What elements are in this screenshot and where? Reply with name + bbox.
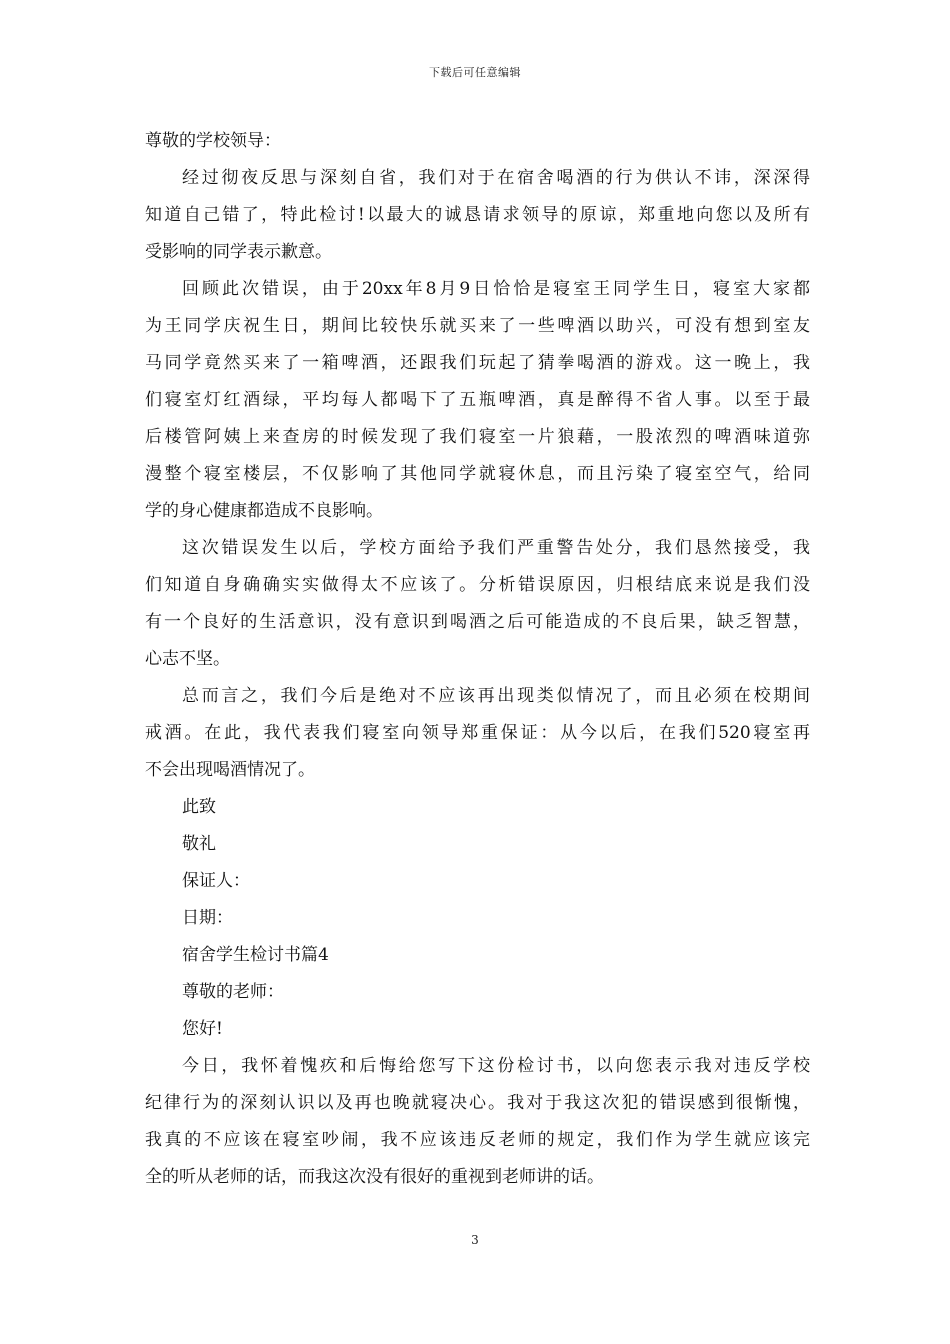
page-number: 3 bbox=[471, 1233, 479, 1247]
paragraph-line: 不会出现喝酒情况了。 bbox=[145, 760, 315, 780]
paragraph-line: 马同学竟然买来了一箱啤酒，还跟我们玩起了猜拳喝酒的游戏。这一晚上，我 bbox=[145, 353, 810, 373]
paragraph-line: 这次错误发生以后，学校方面给予我们严重警告处分，我们恳然接受，我 bbox=[182, 538, 810, 558]
paragraph-line: 回顾此次错误，由于20xx年8月9日恰恰是寝室王同学生日，寝室大家都 bbox=[182, 279, 810, 299]
paragraph-line: 受影响的同学表示歉意。 bbox=[145, 242, 332, 262]
salutation-school-leaders: 尊敬的学校领导： bbox=[145, 131, 281, 151]
paragraph-line: 后楼管阿姨上来查房的时候发现了我们寝室一片狼藉，一股浓烈的啤酒味道弥 bbox=[145, 427, 810, 447]
paragraph-line: 们寝室灯红酒绿，平均每人都喝下了五瓶啤酒，真是醉得不省人事。以至于最 bbox=[145, 390, 810, 410]
section-title: 宿舍学生检讨书篇4 bbox=[182, 945, 329, 965]
guarantor-label: 保证人： bbox=[182, 871, 250, 891]
paragraph-line: 我真的不应该在寝室吵闹，我不应该违反老师的规定，我们作为学生就应该完 bbox=[145, 1130, 810, 1150]
greeting-line: 您好! bbox=[182, 1019, 223, 1039]
closing-line: 敬礼 bbox=[182, 834, 216, 854]
closing-line: 此致 bbox=[182, 797, 216, 817]
paragraph-line: 今日，我怀着愧疚和后悔给您写下这份检讨书，以向您表示我对违反学校 bbox=[182, 1056, 810, 1076]
paragraph-line: 心志不坚。 bbox=[145, 649, 230, 669]
paragraph-line: 全的听从老师的话，而我这次没有很好的重视到老师讲的话。 bbox=[145, 1167, 604, 1187]
paragraph-line: 知道自己错了，特此检讨!以最大的诚恳请求领导的原谅，郑重地向您以及所有 bbox=[145, 205, 810, 225]
page-header-note: 下载后可任意编辑 bbox=[429, 66, 521, 79]
paragraph-line: 有一个良好的生活意识，没有意识到喝酒之后可能造成的不良后果，缺乏智慧， bbox=[145, 612, 810, 632]
paragraph-line: 们知道自身确确实实做得太不应该了。分析错误原因，归根结底来说是我们没 bbox=[145, 575, 810, 595]
paragraph-line: 经过彻夜反思与深刻自省，我们对于在宿舍喝酒的行为供认不讳，深深得 bbox=[182, 168, 810, 188]
paragraph-line: 纪律行为的深刻认识以及再也晚就寝决心。我对于我这次犯的错误感到很惭愧， bbox=[145, 1093, 810, 1113]
salutation-teacher: 尊敬的老师： bbox=[182, 982, 284, 1002]
paragraph-line: 总而言之，我们今后是绝对不应该再出现类似情况了，而且必须在校期间 bbox=[182, 686, 810, 706]
paragraph-line: 戒酒。在此，我代表我们寝室向领导郑重保证：从今以后，在我们520寝室再 bbox=[145, 723, 810, 743]
paragraph-line: 学的身心健康都造成不良影响。 bbox=[145, 501, 383, 521]
paragraph-line: 为王同学庆祝生日，期间比较快乐就买来了一些啤酒以助兴，可没有想到室友 bbox=[145, 316, 810, 336]
document-body bbox=[145, 123, 810, 1196]
date-label: 日期： bbox=[182, 908, 233, 928]
paragraph-line: 漫整个寝室楼层，不仅影响了其他同学就寝休息，而且污染了寝室空气，给同 bbox=[145, 464, 810, 484]
